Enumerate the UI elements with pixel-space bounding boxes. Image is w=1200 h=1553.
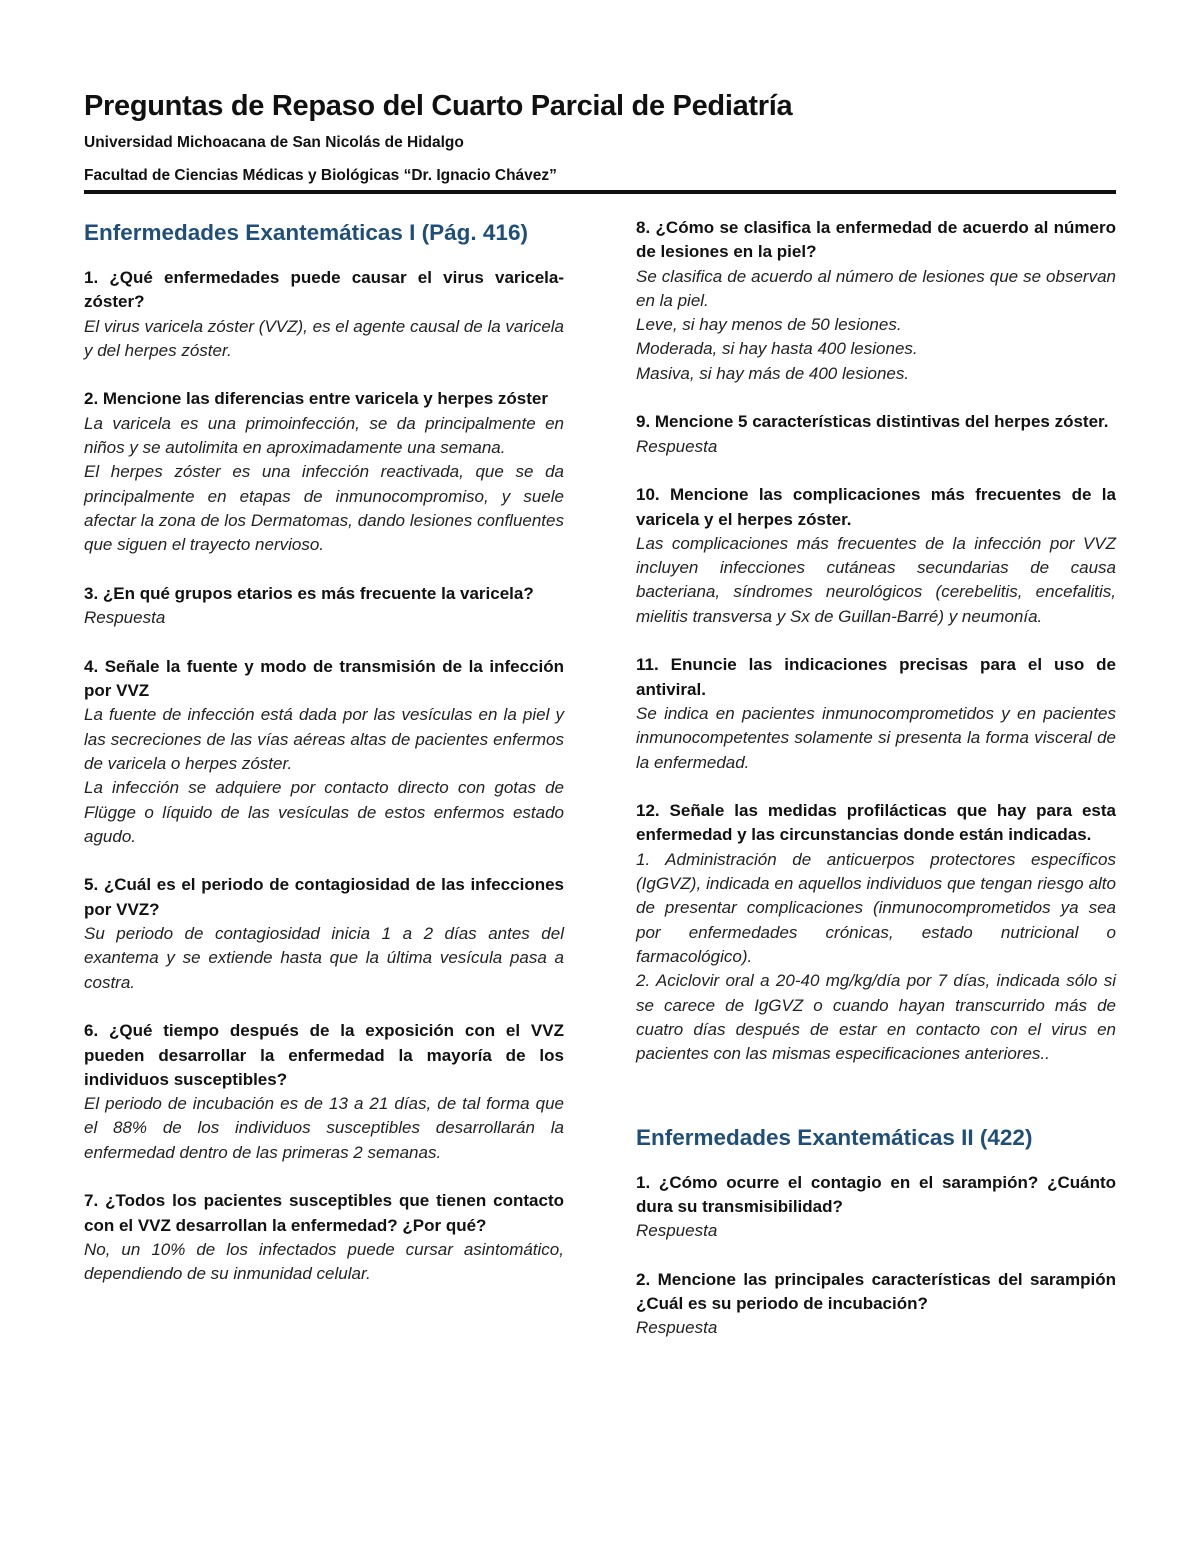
- question-item: [636, 1268, 1116, 1341]
- question-text: 2. Mencione las diferencias entre varicela y herpes zóster: [84, 389, 548, 409]
- section-spacer: [636, 1091, 1116, 1121]
- answer-text: El virus varicela zóster (VVZ), es el agente causal de la varicela y del herpes zóster.: [84, 316, 564, 360]
- answer-text: Respuesta: [636, 1221, 718, 1241]
- left-question-list: [84, 266, 564, 1286]
- answer-text: El periodo de incubación es de 13 a 21 días, de tal forma que el 88% de los individuos susceptibles desarrollarán la enfermedad dentro de las primeras 2 semanas.: [84, 1094, 564, 1162]
- answer-text: No, un 10% de los infectados puede cursar asintomático, dependiendo de su inmunidad celular.: [84, 1239, 564, 1284]
- answer-text: La varicela es una primoinfección, se da principalmente en niños y se autolimita en aproximadamente una semana.: [84, 413, 564, 458]
- answer-text: Su periodo de contagiosidad inicia 1 a 2 días antes del exantema y se extiende hasta que la última vesícula pasa a costra.: [84, 924, 564, 992]
- right-question-list-2: [636, 1171, 1116, 1341]
- question-text: 9. Mencione 5 características distintivas del herpes zóster.: [636, 412, 1109, 432]
- question-text: 8. ¿Cómo se clasifica la enfermedad de acuerdo al número de lesiones en la piel?: [636, 218, 1116, 262]
- question-text: 12. Señale las medidas profilácticas que hay para esta enfermedad y las circunstancias donde están indicadas.: [636, 801, 1116, 845]
- question-item: [636, 410, 1116, 459]
- question-item: [84, 582, 564, 631]
- left-column: [84, 216, 564, 1311]
- answer-text: 2. Aciclovir oral a 20-40 mg/kg/día por 7 días, indicada sólo si se carece de IgGVZ o cuando hayan transcurrido más de cuatro días después de estar en contacto con el virus en pacientes con las mismas especificaciones anteriores..: [636, 971, 1116, 1064]
- question-item: [84, 266, 564, 363]
- question-text: 1. ¿Cómo ocurre el contagio en el sarampión? ¿Cuánto dura su transmisibilidad?: [636, 1172, 1116, 1216]
- question-text: 2. Mencione las principales características del sarampión ¿Cuál es su periodo de incubación?: [636, 1269, 1116, 1314]
- question-text: 10. Mencione las complicaciones más frecuentes de la varicela y el herpes zóster.: [636, 485, 1116, 529]
- university-name: Universidad Michoacana de San Nicolás de Hidalgo: [84, 134, 464, 151]
- answer-text: Respuesta: [636, 436, 718, 456]
- question-item: [84, 873, 564, 994]
- question-text: 3. ¿En qué grupos etarios es más frecuente la varicela?: [84, 583, 534, 603]
- answer-text: El herpes zóster es una infección reactivada, que se da principalmente en etapas de inmunocompromiso, y suele afectar la zona de los Dermatomas, dando lesiones confluentes que siguen el trayecto nervioso.: [84, 462, 564, 555]
- answer-text: Leve, si hay menos de 50 lesiones.: [636, 315, 902, 335]
- document-title: Preguntas de Repaso del Cuarto Parcial de Pediatría: [84, 90, 793, 122]
- question-item: [84, 1189, 564, 1286]
- faculty-name: Facultad de Ciencias Médicas y Biológicas “Dr. Ignacio Chávez”: [84, 167, 557, 184]
- question-item: [636, 1171, 1116, 1244]
- answer-text: La fuente de infección está dada por las vesículas en la piel y las secreciones de las vías aéreas altas de pacientes enfermos de varicela o herpes zóster.: [84, 705, 564, 773]
- right-question-list: [636, 216, 1116, 1066]
- section-title-exantematicas-1: Enfermedades Exantemáticas I (Pág. 416): [84, 220, 528, 245]
- answer-text: Moderada, si hay hasta 400 lesiones.: [636, 339, 918, 359]
- header-divider: [84, 190, 1116, 194]
- document-header: [84, 86, 1116, 187]
- question-item: [636, 653, 1116, 774]
- answer-text: Se clasifica de acuerdo al número de lesiones que se observan en la piel.: [636, 266, 1116, 310]
- question-item: [84, 387, 564, 557]
- question-item: [636, 216, 1116, 386]
- answer-text: 1. Administración de anticuerpos protectores específicos (IgGVZ), indicada en aquellos individuos que tengan riesgo alto de presentar complicaciones (inmunocomprometidos ya sea por enfermedades crónicas, estado nutricional o farmacológico).: [636, 849, 1116, 966]
- question-item: [636, 799, 1116, 1066]
- question-text: 6. ¿Qué tiempo después de la exposición con el VVZ pueden desarrollar la enfermedad la mayoría de los individuos susceptibles?: [84, 1021, 564, 1089]
- answer-text: Las complicaciones más frecuentes de la infección por VVZ incluyen infecciones cutáneas secundarias de causa bacteriana, síndromes neurológicos (cerebelitis, encefalitis, mielitis transversa y Sx de Guillan-Barré) y neumonía.: [636, 533, 1116, 626]
- answer-text: Se indica en pacientes inmunocomprometidos y en pacientes inmunocompetentes solamente si presenta la forma visceral de la enfermedad.: [636, 703, 1116, 772]
- right-column: [636, 216, 1116, 1365]
- section-title-exantematicas-2: Enfermedades Exantemáticas II (422): [636, 1124, 1033, 1150]
- answer-text: Masiva, si hay más de 400 lesiones.: [636, 363, 910, 383]
- question-text: 5. ¿Cuál es el periodo de contagiosidad de las infecciones por VVZ?: [84, 875, 564, 919]
- question-item: [84, 1019, 564, 1165]
- question-item: [84, 655, 564, 849]
- question-text: 4. Señale la fuente y modo de transmisión de la infección por VVZ: [84, 656, 564, 701]
- answer-text: Respuesta: [84, 608, 166, 628]
- question-text: 11. Enuncie las indicaciones precisas para el uso de antiviral.: [636, 655, 1116, 699]
- question-text: 7. ¿Todos los pacientes susceptibles que tienen contacto con el VVZ desarrollan la enfermedad? ¿Por qué?: [84, 1191, 564, 1235]
- question-item: [636, 483, 1116, 629]
- answer-text: La infección se adquiere por contacto directo con gotas de Flügge o líquido de las vesículas de estos enfermos estado agudo.: [84, 778, 564, 846]
- question-text: 1. ¿Qué enfermedades puede causar el virus varicela-zóster?: [84, 268, 564, 312]
- answer-text: Respuesta: [636, 1318, 718, 1338]
